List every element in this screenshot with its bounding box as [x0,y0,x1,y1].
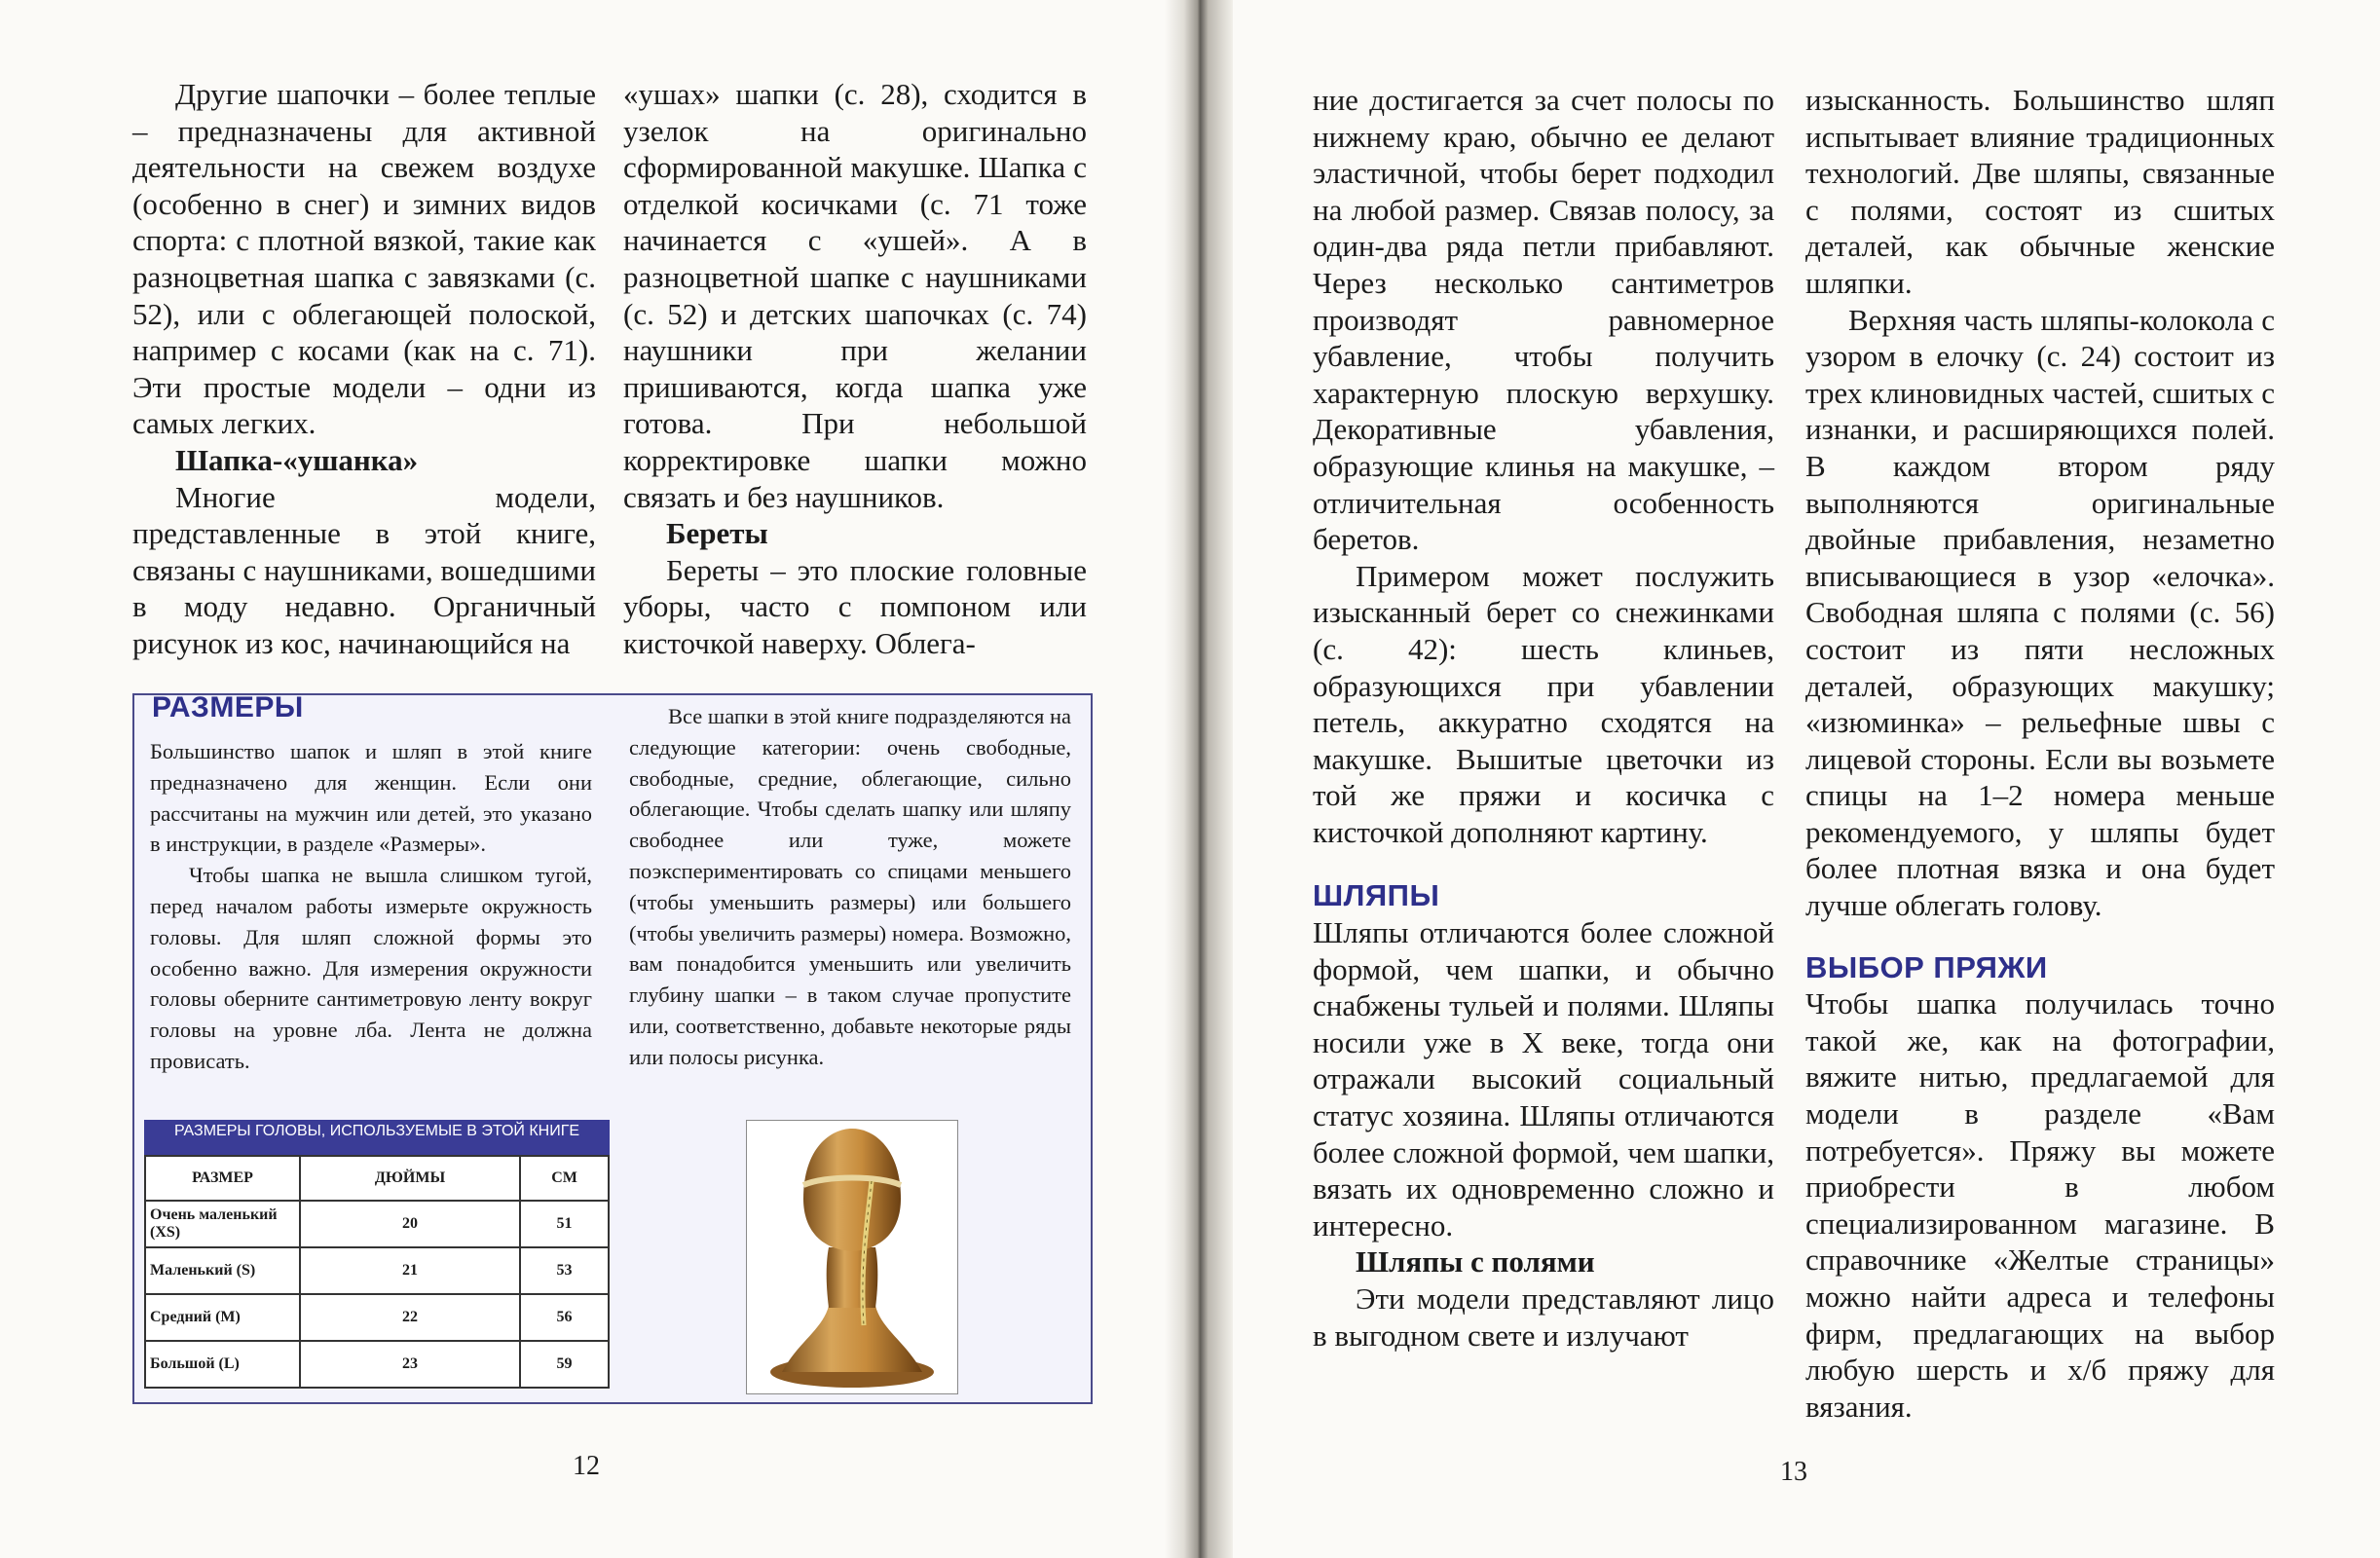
paragraph: Чтобы шапка получилась точно такой же, как на фотографии, вяжите нитью, предлагаемой для модели в разделе «Вам потребуется». Пряжу вы можете приобрести в любом специализированном магазине. В справочнике «Желтые страницы» можно найти адреса и телефоны фирм, предлагающих на выбор любую шерсть и х/б пряжу для вязания. [1805,986,2275,1424]
hat-block-illustration [747,1121,957,1393]
paragraph: Береты – это плоские головные уборы, часто с помпоном или кисточкой наверху. Облега- [623,552,1087,660]
paragraph: Все шапки в этой книге подразделяются на следующие категории: очень свободные, свободные, средние, облегающие, сильно облегающие. Чтобы сделать шапку или шляпу свободнее или туже, можете поэкспериментировать со спицами меньшего (чтобы уменьшить размеры) или большего (чтобы увеличить размеры) номера. Возможно, вам понадобится уменьшить или увеличить глубину шапки – в таком случае пропустите или, соответственно, добавьте некоторые ряды или полосы рисунка. [629,704,1071,1069]
table-cell: Очень маленький (XS) [145,1201,300,1247]
book-spine-gutter [1165,0,1233,1558]
paragraph: Шляпы отличаются более сложной формой, чем шапки, и обычно снабжены тульей и полями. Шляпы носили уже в X веке, тогда они отражали высокий социальный статус хозяина. Шляпы отличаются более сложной формой, чем шапки, вязать их одновременно сложно и интересно. [1313,915,1774,1243]
table-cell: 53 [520,1247,609,1294]
left-page-column-1 [132,76,596,662]
paragraph: Другие шапочки – более теплые – предназначены для активной деятельности на свежем воздухе (особенно в снег) и зимних видов спорта: с плотной вязкой, такие как разноцветная шапка с завязками (с. 52), или с облегающей полоской, например с косами (как на с. 71). Эти простые модели – одни из самых легких. [132,77,596,441]
table-header: СМ [520,1156,609,1201]
table-cell: Маленький (S) [145,1247,300,1294]
sizes-table [144,1155,610,1389]
subheading-brimmed-hats: Шляпы с полями [1356,1244,1595,1280]
table-cell: 21 [300,1247,520,1294]
paragraph: изысканность. Большинство шляп испытывает влияние традиционных технологий. Две шляпы, связанные с полями, состоят из сшитых деталей, как обычные женские шляпки. [1805,83,2275,300]
left-page-column-2 [623,76,1087,662]
paragraph: Верхняя часть шляпы-колокола с узором в елочку (с. 24) состоит из трех клиновидных частей, сшитых с изнанки, и расширяющихся полей. В каждом втором ряду выполняются оригинальные двойные прибавления, незаметно вписывающиеся в узор «елочка». Свободная шляпа с полями (с. 56) состоит из пяти несложных деталей, образующих макушку; «изюминка» – рельефные швы с лицевой стороны. Если вы возьмете спицы на 1–2 номера меньше рекомендуемого, у шляпы будет более плотная вязка и она будет лучше облегать голову. [1805,302,2275,923]
paragraph: Большинство шапок и шляп в этой книге предназначено для женщин. Если они рассчитаны на мужчин или детей, это указано в инструкции, в разделе «Размеры». [150,739,592,857]
page-number: 12 [573,1451,600,1481]
sizes-heading: РАЗМЕРЫ [152,691,304,723]
yarn-choice-heading: ВЫБОР ПРЯЖИ [1805,949,2048,984]
paragraph: Многие модели, представленные в этой книге, связаны с наушниками, вошедшими в моду недавно. Органичный рисунок из кос, начинающийся на [132,479,596,660]
head-sizes-table [144,1120,610,1389]
paragraph: Чтобы шапка не вышла слишком тугой, перед началом работы измерьте окружность головы. Для шляп сложной формы это особенно важно. Для измерения окружности головы оберните сантиметровую ленту вокруг головы на уровне лба. Лента не должна провисать. [150,863,592,1073]
table-row [145,1294,609,1341]
table-cell: Средний (М) [145,1294,300,1341]
table-cell: 22 [300,1294,520,1341]
right-page [1208,0,2380,1558]
left-page [0,0,1186,1558]
hats-heading: ШЛЯПЫ [1313,878,1440,913]
table-row [145,1201,609,1247]
paragraph: Примером может послужить изысканный берет со снежинками (с. 42): шесть клиньев, образующихся при убавлении петель, аккуратно сходятся на макушке. Вышитые цветочки из той же пряжи и косичка с кисточкой дополняют картину. [1313,558,1774,849]
paragraph: «ушах» шапки (с. 28), сходится в узелок на оригинально сформированной макушке. Шапка с отделкой косичками (с. 71 тоже начинается с «ушей». А в разноцветной шапке с наушниками (с. 52) и детских шапочках (с. 74) наушники при желании пришиваются, когда шапка уже готова. При небольшой корректировке шапки можно связать и без наушников. [623,77,1087,514]
right-page-column-1 [1313,82,1774,1354]
subheading-ushanka: Шапка-«ушанка» [175,442,419,477]
table-cell: Большой (L) [145,1341,300,1388]
table-cell: 56 [520,1294,609,1341]
sizes-box-column-1 [150,736,592,1077]
right-page-column-2 [1805,82,2275,1425]
table-title: РАЗМЕРЫ ГОЛОВЫ, ИСПОЛЬЗУЕМЫЕ В ЭТОЙ КНИГЕ [144,1120,610,1155]
table-header: РАЗМЕР [145,1156,300,1201]
paragraph: ние достигается за счет полосы по нижнему краю, обычно ее делают эластичной, чтобы берет подходил на любой размер. Связав полосу, за один-два ряда петли прибавляют. Через несколько сантиметров производят равномерное убавление, чтобы получить характерную плоскую верхушку. Декоративные убавления, образующие клинья на макушке, – отличительная особенность беретов. [1313,83,1774,557]
sizes-box-column-2 [629,701,1071,1073]
table-row [145,1341,609,1388]
paragraph: Эти модели представляют лицо в выгодном свете и излучают [1313,1281,1774,1353]
page-number: 13 [1780,1457,1807,1487]
table-row [145,1247,609,1294]
table-header: ДЮЙМЫ [300,1156,520,1201]
table-cell: 23 [300,1341,520,1388]
table-cell: 59 [520,1341,609,1388]
wooden-head-form-photo [746,1120,958,1394]
subheading-berets: Береты [666,516,768,551]
table-cell: 51 [520,1201,609,1247]
table-cell: 20 [300,1201,520,1247]
